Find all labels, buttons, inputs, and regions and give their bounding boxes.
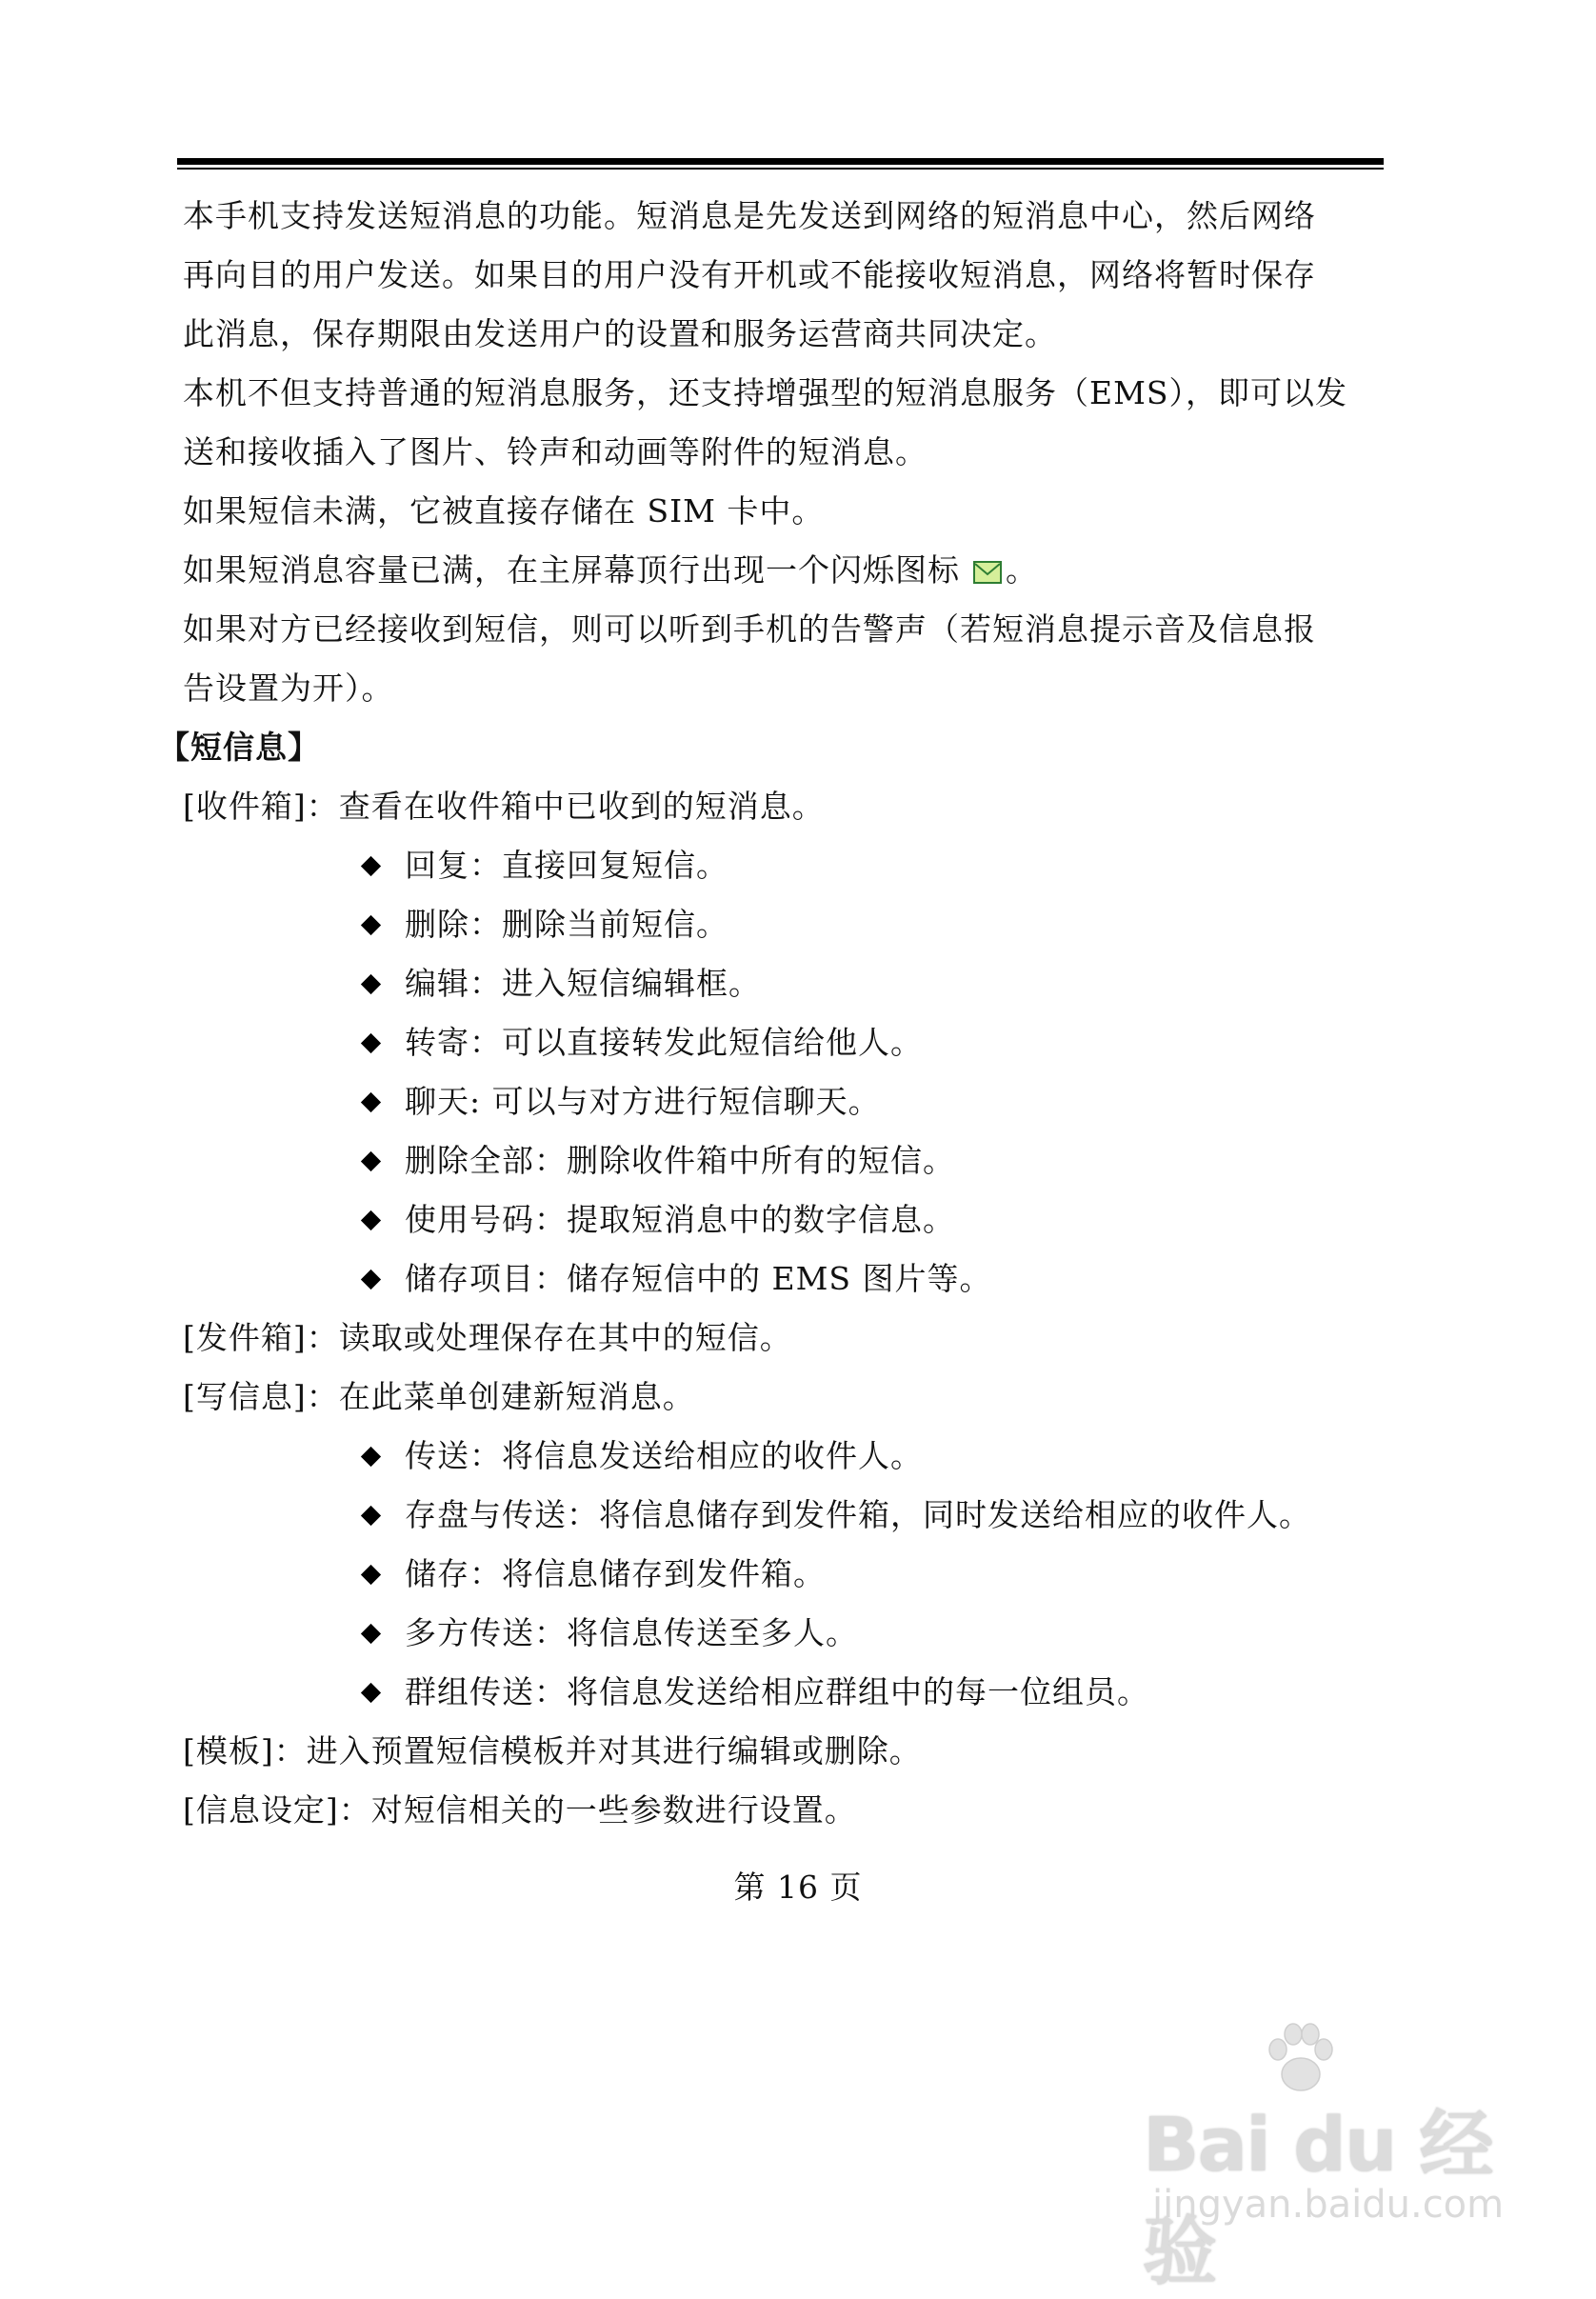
intro-paragraph-2: 本机不但支持普通的短消息服务，还支持增强型的短消息服务（EMS），即可以发 送和接收插入了图片、铃声和动画等附件的短消息。 (183, 374, 1347, 470)
templates-label: [模板]：进入预置短信模板并对其进行编辑或删除。 (183, 1732, 922, 1769)
list-item: 储存：将信息储存到发件箱。 (360, 1545, 1392, 1604)
write-options (183, 1427, 1392, 1722)
full-notice-paragraph: 如果短消息容量已满，在主屏幕顶行出现一个闪烁图标 。 (183, 551, 1038, 589)
list-item: 群组传送：将信息发送给相应群组中的每一位组员。 (360, 1663, 1392, 1722)
diamond-bullet-icon (361, 1682, 381, 1702)
list-item: 储存项目：储存短信中的 EMS 图片等。 (360, 1249, 1392, 1309)
diamond-bullet-icon (361, 1091, 381, 1111)
baidu-watermark (1124, 2076, 1533, 2295)
document-body (158, 187, 1392, 1840)
inbox-options (183, 836, 1392, 1309)
inbox-label: [收件箱]：查看在收件箱中已收到的短消息。 (183, 788, 825, 825)
diamond-bullet-icon (361, 1505, 381, 1525)
envelope-icon (973, 561, 1002, 584)
diamond-bullet-icon (361, 855, 381, 875)
list-item: 多方传送：将信息传送至多人。 (360, 1604, 1392, 1663)
list-item: 聊天: 可以与对方进行短信聊天。 (360, 1072, 1392, 1131)
list-item: 回复：直接回复短信。 (360, 836, 1392, 895)
diamond-bullet-icon (361, 914, 381, 934)
watermark-url: jingyan.baidu.com (1152, 2183, 1505, 2227)
diamond-bullet-icon (361, 1150, 381, 1170)
list-item: 存盘与传送：将信息储存到发件箱，同时发送给相应的收件人。 (360, 1486, 1392, 1545)
settings-label: [信息设定]：对短信相关的一些参数进行设置。 (183, 1791, 857, 1829)
intro-paragraph-1: 本手机支持发送短消息的功能。短消息是先发送到网络的短消息中心，然后网络 再向目的用户发送。如果目的用户没有开机或不能接收短消息，网络将暂时保存 此消息，保存期限由发送用户的设置和服务运营商共同决定。 (183, 197, 1316, 352)
list-item: 删除：删除当前短信。 (360, 895, 1392, 954)
list-item: 删除全部：删除收件箱中所有的短信。 (360, 1131, 1392, 1190)
diamond-bullet-icon (361, 1623, 381, 1643)
list-item: 使用号码：提取短消息中的数字信息。 (360, 1190, 1392, 1249)
header-rule-thick (177, 158, 1384, 165)
diamond-bullet-icon (361, 1269, 381, 1289)
intro-paragraph-3: 如果短信未满，它被直接存储在 SIM 卡中。 (183, 492, 825, 530)
header-rule-thin (177, 168, 1384, 170)
alert-paragraph: 如果对方已经接收到短信，则可以听到手机的告警声（若短消息提示音及信息报 告设置为开）。 (183, 610, 1316, 707)
diamond-bullet-icon (361, 1209, 381, 1229)
diamond-bullet-icon (361, 1564, 381, 1584)
outbox-label: [发件箱]：读取或处理保存在其中的短信。 (183, 1319, 792, 1356)
watermark-brand: Bai du 经验 (1143, 2103, 1492, 2295)
list-item: 转寄：可以直接转发此短信给他人。 (360, 1013, 1392, 1072)
diamond-bullet-icon (361, 973, 381, 993)
diamond-bullet-icon (361, 1446, 381, 1466)
diamond-bullet-icon (361, 1032, 381, 1052)
section-title: 【短信息】 (158, 729, 320, 766)
write-message-label: [写信息]：在此菜单创建新短消息。 (183, 1378, 695, 1415)
page-number: 第 16 页 (733, 1869, 863, 1906)
list-item: 传送：将信息发送给相应的收件人。 (360, 1427, 1392, 1486)
list-item: 编辑：进入短信编辑框。 (360, 954, 1392, 1013)
